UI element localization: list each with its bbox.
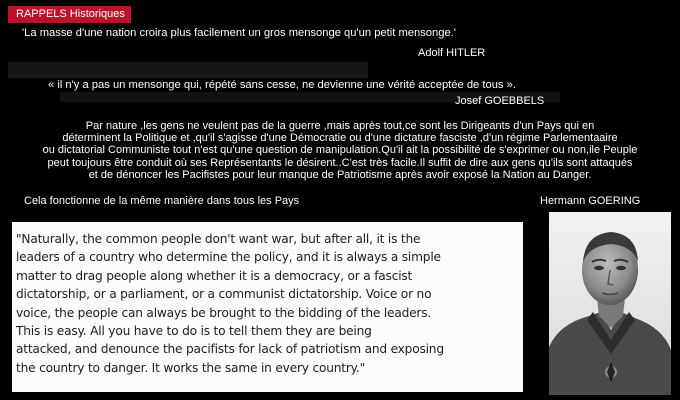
quote-line: the country to danger. It works the same in every country." — [16, 360, 366, 375]
portrait-photo — [549, 212, 671, 395]
quote-line: Cela fonctionne de la même manière dans tous les Pays — [24, 195, 300, 207]
section-badge: RAPPELS Historiques — [8, 6, 131, 23]
quote-line: déterminent la Politique et ,qu'il s'agisse d'une Démocratie ou d'une dictature fasciste ,d'un régime Parlementaaire — [62, 132, 618, 145]
quote-line: Par nature ,les gens ne veulent pas de la guerre ,mais après tout,ce sont les Dirigeants d'un Pays qui en — [85, 120, 595, 132]
portrait-image — [549, 212, 671, 395]
author-hitler: Adolf HITLER — [418, 47, 486, 59]
quote-line: ou dictatorial Communiste tout n'est qu'une question de manipulation.Qu'il ait la possibilité de s'exprimer ou non,ile Peuple — [42, 144, 638, 157]
quote-hitler: 'La masse d'une nation croira plus facilement un gros mensonge qu'un petit mensonge.' — [22, 27, 456, 39]
quote-line: matter to drag people along whether it is a democracy, or a fascist — [16, 268, 413, 283]
quote-line: dictatorship, or a parliament, or a communist dictatorship. Voice or no — [16, 287, 432, 302]
background-band — [8, 62, 368, 78]
quote-line: peut toujours être conduit où ses Représentants le désirent..C'est très facile.Il suffit de dire aux gens qu'ils sont attaqués — [47, 156, 633, 169]
quote-line: "Naturally, the common people don't want war, but after all, it is the — [16, 232, 421, 246]
quote-line: et de dénoncer les Pacifistes pour leur manque de Patriotisme après avoir exposé la Nation au Danger. — [88, 168, 592, 181]
quote-line: voice, the people can always be brought to the bidding of the leaders. — [16, 305, 432, 320]
author-goering: Hermann GOERING — [540, 195, 641, 207]
author-goebbels: Josef GOEBBELS — [455, 95, 545, 107]
quote-goebbels: « il n'y a pas un mensonge qui, répété sans cesse, ne devienne une vérité acceptée de tous ». — [48, 79, 516, 91]
english-quote-card — [12, 222, 523, 392]
quote-goering-french — [0, 120, 680, 181]
quote-line: attacked, and denounce the pacifists for lack of patriotism and exposing — [16, 342, 444, 357]
quote-line: This is easy. All you have to do is to tell them they are being — [16, 324, 372, 339]
quote-line: leaders of a country who determine the policy, and it is always a simple — [16, 250, 441, 265]
